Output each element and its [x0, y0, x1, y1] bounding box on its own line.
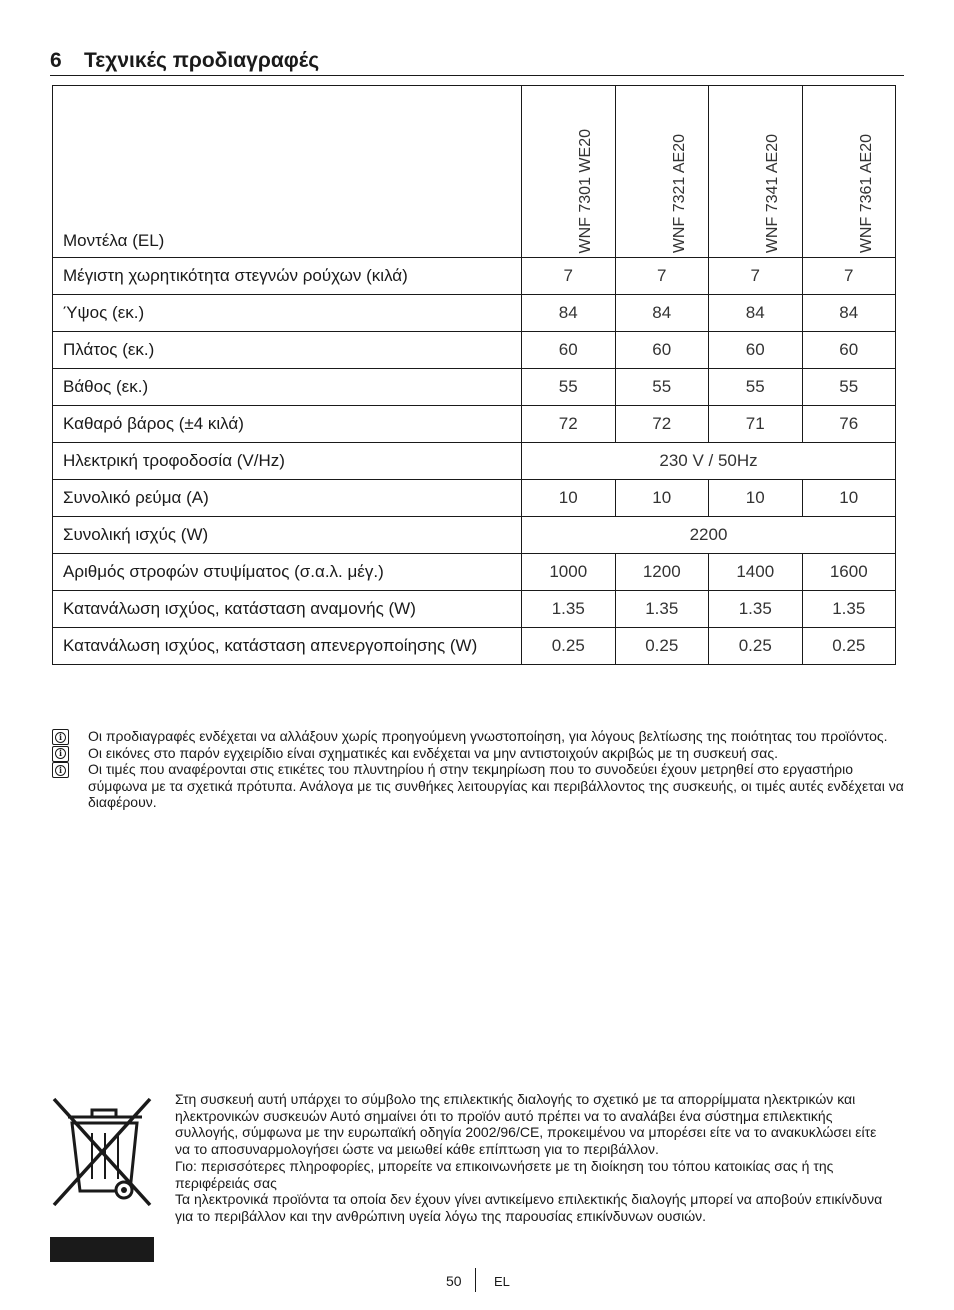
row-value: 1600	[802, 554, 896, 591]
table-row	[53, 295, 896, 332]
header-label: Μοντέλα (EL)	[53, 86, 522, 258]
row-label: Αριθμός στροφών στυψίματος (σ.α.λ. μέγ.)	[53, 554, 522, 591]
row-value: 10	[615, 480, 709, 517]
row-value: 7	[522, 258, 616, 295]
row-label: Ηλεκτρική τροφοδοσία (V/Hz)	[53, 443, 522, 480]
model-header	[802, 86, 896, 258]
row-value: 7	[802, 258, 896, 295]
row-value: 72	[522, 406, 616, 443]
section-title	[50, 48, 904, 76]
row-value: 71	[709, 406, 803, 443]
table-row	[53, 628, 896, 665]
model-header	[522, 86, 616, 258]
note-text: Οι εικόνες στο παρόν εγχειρίδιο είναι σχηματικές και ενδέχεται να μην αντιστοιχούν ακριβώς με τη συσκευή σας.	[88, 744, 778, 761]
row-label: Κατανάλωση ισχύος, κατάσταση αναμονής (W)	[53, 591, 522, 628]
row-value: 1.35	[615, 591, 709, 628]
page-number: 50	[446, 1273, 462, 1289]
row-label: Μέγιστη χωρητικότητα στεγνών ρούχων (κιλά)	[53, 258, 522, 295]
note-text: Οι τιμές που αναφέρονται στις ετικέτες του πλυντηρίου ή στην τεκμηρίωση που το συνοδεύει έχουν μετρηθεί στο εργαστήριο σύμφωνα με τα σχετικά πρότυπα. Ανάλογα με τις συνθήκες λειτουργίας και περιβάλλοντος της συσκευής, οι τιμές αυτές ενδέχεται να διαφέρουν.	[88, 761, 904, 810]
row-value: 84	[522, 295, 616, 332]
table-header-row	[53, 86, 896, 258]
table-row	[53, 258, 896, 295]
row-value: 72	[615, 406, 709, 443]
row-value: 60	[522, 332, 616, 369]
section-heading: Τεχνικές προδιαγραφές	[84, 49, 320, 72]
row-value: 1.35	[802, 591, 896, 628]
row-value: 1.35	[709, 591, 803, 628]
table-row	[53, 369, 896, 406]
row-value: 1.35	[522, 591, 616, 628]
row-value: 7	[615, 258, 709, 295]
table-row	[53, 517, 896, 554]
row-value: 55	[522, 369, 616, 406]
model-header	[615, 86, 709, 258]
model-name: WNF 7301 WE20	[577, 128, 595, 253]
table-row	[53, 554, 896, 591]
model-name: WNF 7361 AE20	[857, 133, 875, 253]
row-value: 60	[802, 332, 896, 369]
note-item	[52, 728, 912, 745]
info-icon: i	[52, 746, 69, 762]
table-row	[53, 443, 896, 480]
notes-list	[52, 728, 912, 811]
row-value: 55	[709, 369, 803, 406]
row-value: 55	[615, 369, 709, 406]
row-label: Συνολική ισχύς (W)	[53, 517, 522, 554]
row-value: 1000	[522, 554, 616, 591]
model-name: WNF 7341 AE20	[764, 133, 782, 253]
row-value: 2200	[522, 517, 896, 554]
model-name: WNF 7321 AE20	[670, 133, 688, 253]
row-value: 10	[709, 480, 803, 517]
row-value: 0.25	[615, 628, 709, 665]
row-value: 84	[802, 295, 896, 332]
table-row	[53, 332, 896, 369]
info-icon: i	[52, 729, 69, 745]
row-label: Συνολικό ρεύμα (A)	[53, 480, 522, 517]
row-value: 84	[615, 295, 709, 332]
weee-bar	[50, 1237, 154, 1262]
row-value: 7	[709, 258, 803, 295]
row-value: 10	[802, 480, 896, 517]
row-label: Βάθος (εκ.)	[53, 369, 522, 406]
row-value: 60	[615, 332, 709, 369]
language-code: EL	[494, 1274, 510, 1289]
disposal-paragraph: Τα ηλεκτρονικά προϊόντα τα οποία δεν έχουν γίνει αντικείμενο επιλεκτικής διαλογής μπορεί να αποβούν επικίνδυνα για το περιβάλλον και την ανθρώπινη υγεία λόγω της παρουσίας επικίνδυνων ουσιών.	[175, 1191, 883, 1224]
disposal-paragraph: Στη συσκευή αυτή υπάρχει το σύμβολο της επιλεκτικής διαλογής το σχετικό με τα απορρίμματα ηλεκτρικών και ηλεκτρονικών συσκευών Αυτό σημαίνει ότι το προϊόν αυτό πρέπει να το αναλάβει ένα σύστημα επιλεκτικής συλλογής, σύμφωνα με την ευρωπαϊκή οδηγία 2002/96/CE, προκειμένου να μπορέσει είτε να το ανακυκλώσει είτε να το αποσυναρμολογήσει ώστε να μειωθεί κάθε επίπτωση για το περιβάλλον.	[175, 1091, 877, 1158]
row-value: 55	[802, 369, 896, 406]
row-value: 0.25	[709, 628, 803, 665]
table-row	[53, 406, 896, 443]
row-label: Πλάτος (εκ.)	[53, 332, 522, 369]
row-value: 1400	[709, 554, 803, 591]
note-text: Οι προδιαγραφές ενδέχεται να αλλάξουν χωρίς προηγούμενη γνωστοποίηση, για λόγους βελτίωσης της ποιότητας του προϊόντος.	[88, 728, 888, 744]
section-number: 6	[50, 49, 62, 72]
table-row	[53, 480, 896, 517]
crossed-out-wheelie-bin-icon	[50, 1093, 156, 1263]
disposal-text	[175, 1091, 895, 1225]
row-value: 0.25	[522, 628, 616, 665]
row-label: Ύψος (εκ.)	[53, 295, 522, 332]
row-value: 84	[709, 295, 803, 332]
spec-table	[52, 85, 896, 665]
info-icon: i	[52, 762, 69, 778]
footer-divider	[475, 1268, 476, 1292]
row-value: 230 V / 50Hz	[522, 443, 896, 480]
table-row	[53, 591, 896, 628]
note-item	[52, 761, 912, 811]
row-value: 60	[709, 332, 803, 369]
row-label: Κατανάλωση ισχύος, κατάσταση απενεργοποίησης (W)	[53, 628, 522, 665]
row-value: 76	[802, 406, 896, 443]
row-value: 10	[522, 480, 616, 517]
row-label: Καθαρό βάρος (±4 κιλά)	[53, 406, 522, 443]
model-header	[709, 86, 803, 258]
row-value: 1200	[615, 554, 709, 591]
row-value: 0.25	[802, 628, 896, 665]
note-item	[52, 745, 912, 762]
disposal-paragraph: Γιο: περισσότερες πληροφορίες, μπορείτε να επικοινωνήσετε με τη διοίκηση του τόπου κατοικίας σας ή της περιφέρειάς σας	[175, 1157, 834, 1191]
